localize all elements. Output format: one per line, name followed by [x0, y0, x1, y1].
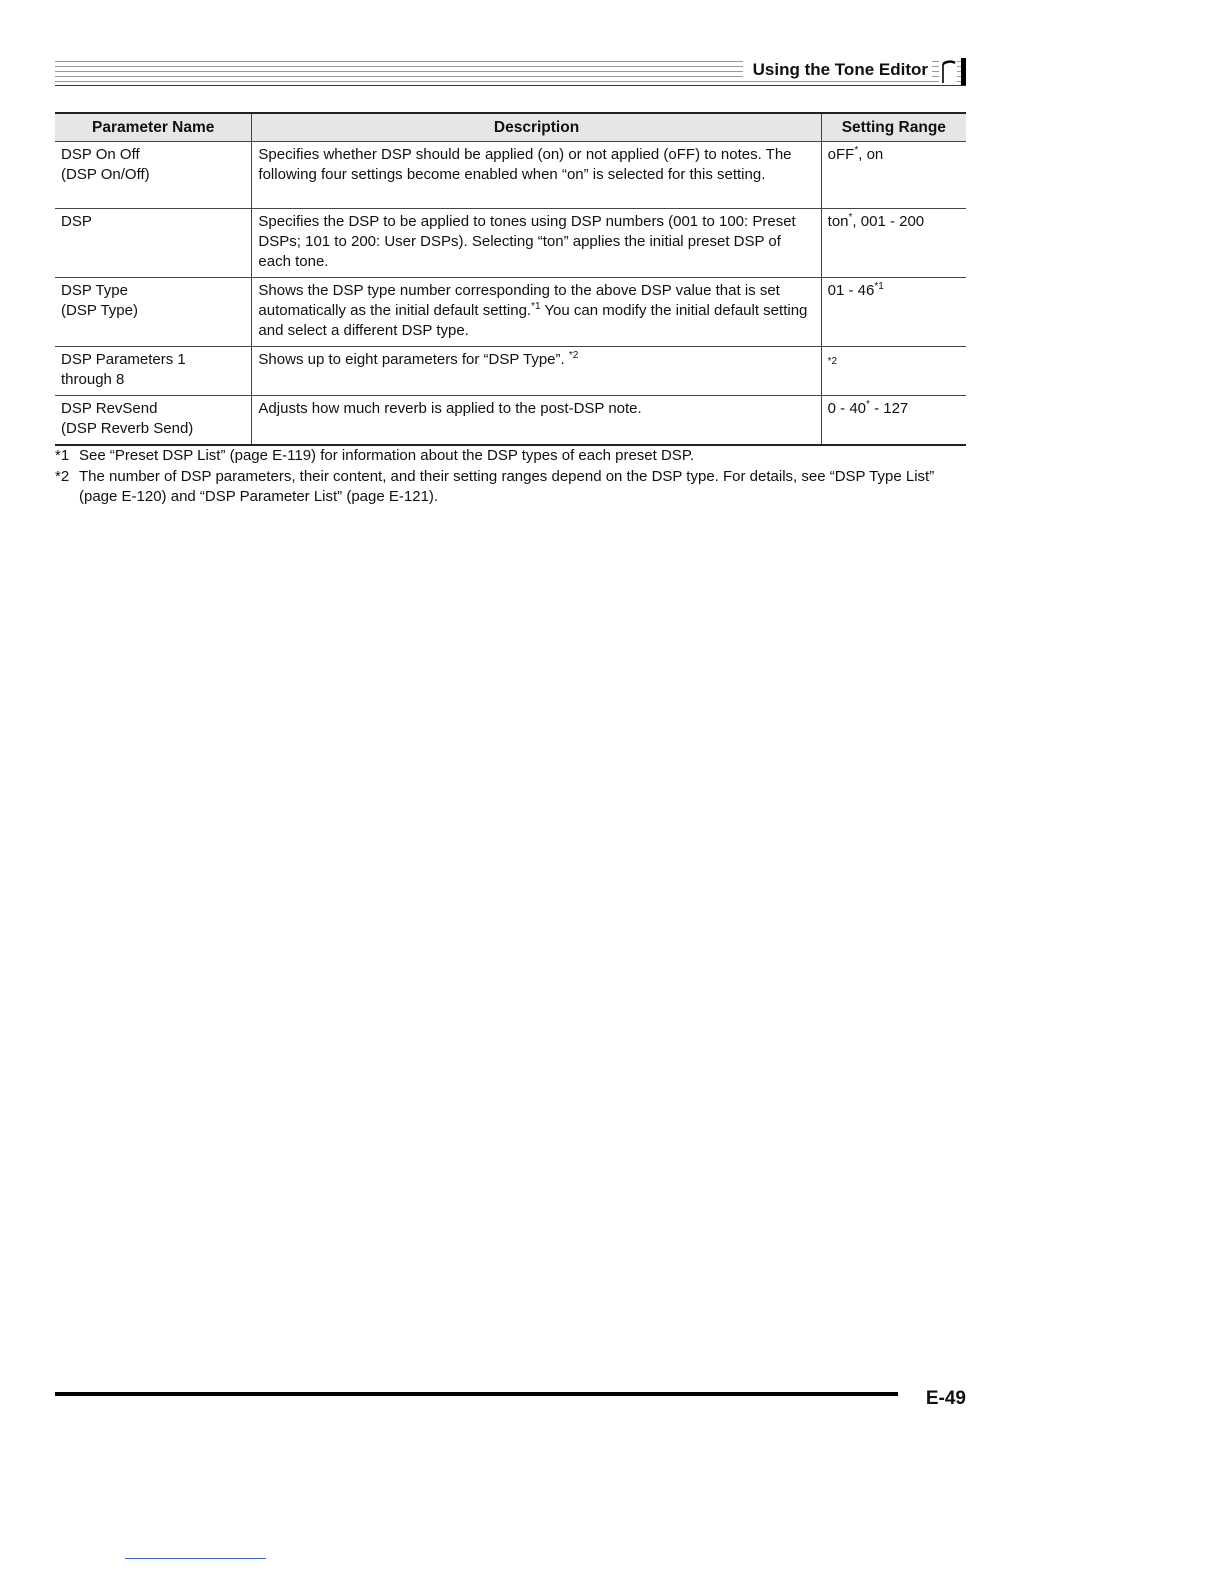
setting-range-cell — [821, 347, 966, 396]
range-value-rest: , on — [858, 146, 884, 163]
table-row — [55, 347, 966, 396]
description-cell: Specifies the DSP to be applied to tones using DSP numbers (001 to 100: Preset DSPs; 101 to 200: User DSPs). Selecting “ton” applies the initial preset DSP of each tone. — [252, 209, 821, 278]
column-header-setting-range: Setting Range — [821, 113, 966, 142]
description-cell — [252, 278, 821, 347]
parameter-name: DSP Type — [61, 282, 128, 299]
footnote — [55, 467, 966, 508]
parameter-table — [55, 112, 966, 446]
link-underline — [125, 1558, 266, 1559]
description-text: Shows up to eight parameters for “DSP Type”. — [258, 351, 569, 368]
range-footnote-mark: * — [848, 212, 853, 223]
staff-line — [55, 81, 966, 82]
section-title: Using the Tone Editor — [743, 60, 932, 80]
description-cell: Specifies whether DSP should be applied (on) or not applied (oFF) to notes. The following four settings become enabled when “on” is selected for this setting. — [252, 142, 821, 209]
setting-range-cell — [821, 278, 966, 347]
page-header — [55, 58, 966, 86]
parameter-name-cell — [55, 142, 252, 209]
music-note-icon — [939, 60, 957, 84]
range-value: oFF — [827, 146, 855, 163]
range-value: 0 - 40 — [827, 400, 867, 417]
parameter-name: DSP RevSend — [61, 400, 158, 417]
parameter-name-alt: (DSP Type) — [61, 302, 138, 319]
column-header-parameter-name: Parameter Name — [55, 113, 252, 142]
footnote-text: See “Preset DSP List” (page E-119) for information about the DSP types of each preset DSP. — [79, 447, 695, 464]
range-value: 01 - 46 — [827, 282, 875, 299]
description-cell: Adjusts how much reverb is applied to the post-DSP note. — [252, 396, 821, 446]
table-row — [55, 278, 966, 347]
parameter-name: DSP On Off — [61, 146, 140, 163]
parameter-name-cell — [55, 278, 252, 347]
parameter-name-alt: through 8 — [61, 371, 125, 388]
description-text-rest: You can modify the initial default setting and select a different DSP type. — [258, 302, 808, 339]
footer-rule — [55, 1392, 898, 1396]
parameter-name-alt: (DSP Reverb Send) — [61, 420, 194, 437]
description-text: Shows the DSP type number corresponding to the above DSP value that is set automatically as the initial default setting. — [258, 282, 780, 319]
header-edge-bar — [961, 58, 966, 85]
footnote-mark: *2 — [55, 467, 70, 485]
parameter-name-cell — [55, 396, 252, 446]
page-number: E-49 — [925, 1388, 966, 1409]
parameter-name-cell — [55, 347, 252, 396]
range-value: ton — [827, 213, 849, 230]
description-cell — [252, 347, 821, 396]
parameter-name-cell — [55, 209, 252, 278]
description-footnote-mark: *2 — [568, 350, 579, 361]
table-row — [55, 142, 966, 209]
range-footnote-mark: * — [866, 399, 870, 410]
footnote-text: The number of DSP parameters, their content, and their setting ranges depend on the DSP type. For details, see “DSP Type List” (page E-120) and “DSP Parameter List” (page E-121). — [79, 467, 935, 505]
parameter-name-alt: (DSP On/Off) — [61, 166, 150, 183]
footnote-mark: *1 — [55, 447, 70, 464]
range-footnote-mark: * — [854, 145, 859, 156]
table-row — [55, 396, 966, 446]
parameter-name: DSP Parameters 1 — [61, 351, 186, 368]
header-underline — [55, 85, 966, 86]
parameter-name: DSP — [61, 213, 92, 230]
description-footnote-mark: *1 — [531, 301, 541, 312]
footnote — [55, 446, 966, 467]
footnotes — [55, 446, 966, 508]
range-value-rest: - 127 — [869, 400, 909, 417]
setting-range-cell — [821, 209, 966, 278]
range-footnote-mark: *1 — [874, 281, 884, 292]
table-row — [55, 209, 966, 278]
range-footnote-mark: *2 — [827, 356, 838, 367]
column-header-description: Description — [252, 113, 821, 142]
range-value-rest: , 001 - 200 — [852, 213, 925, 230]
setting-range-cell — [821, 142, 966, 209]
setting-range-cell — [821, 396, 966, 446]
table-header-row — [55, 113, 966, 142]
